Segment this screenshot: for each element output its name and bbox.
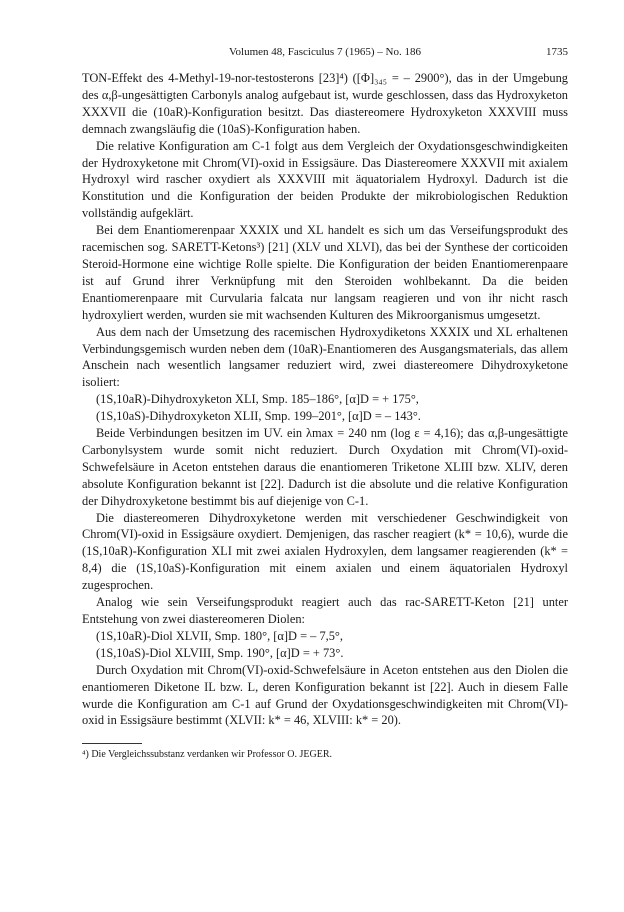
footnote-divider (82, 743, 142, 744)
compound-line: (1S,10aR)-Dihydroxyketon XLI, Smp. 185–186°, [α]D = + 175°, (96, 392, 419, 407)
paragraph: Die diastereomeren Dihydroxyketone werden mit verschiedener Geschwindigkeit von Chrom(VI)-oxid in Essigsäure oxydiert. Demjenigen, das rascher reagiert (k* = 10,6), wurde die (1S,10aR)-Konfiguration XLI mit zwei axialen Hydroxylen, dem langsamer reagierenden (k* = 8,4) die (1S,10aS)-Konfiguration mit einem axialen und einem äquatorialen Hydroxyl zugesprochen. (82, 510, 568, 593)
running-header (82, 46, 568, 64)
paragraph: Die relative Konfiguration am C-1 folgt aus dem Vergleich der Oxydationsgeschwindigkeiten der Hydroxyketone mit Chrom(VI)-oxid in Essigsäure. Das Diastereomere XXXVII mit axialem Hydroxyl wird rascher oxydiert als XXXVIII mit äquatorialem Hydroxyl. Dadurch ist die Konstitution und die Konfiguration der beiden Produkte der mikrobiologischen Reduktion vollständig aufgeklärt. (82, 138, 568, 221)
footnote: ⁴) Die Vergleichssubstanz verdanken wir Professor O. JEGER. (82, 749, 333, 761)
compound-line: (1S,10aS)-Dihydroxyketon XLII, Smp. 199–201°, [α]D = – 143°. (96, 409, 421, 424)
paragraph: TON-Effekt des 4-Methyl-19-nor-testosterons [23]⁴) ([Φ]₃₄₅ = – 2900°), das in der Umgebung des α,β-ungesättigten Carbonyls analog aufgebaut ist, wurde geschlossen, dass das Hydroxyketon XXXVII die (10aR)-Konfiguration besitzt. Das diastereomere Hydroxyketon XXXVIII muss demnach zwangsläufig die (10aS)-Konfiguration haben. (82, 71, 568, 136)
paragraph: Bei dem Enantiomerenpaar XXXIX und XL handelt es sich um das Verseifungsprodukt des racemischen sog. SARETT-Ketons³) [21] (XLV und XLVI), das bei der Synthese der corticoiden Steroid-Hormone eine wichtige Rolle spielte. Die Konfiguration der beiden Enantiomerenpaare ist auf Grund ihrer Verknüpfung mit den Steroiden wohlbekannt. Da die beiden Enantiomerenpaare mit Curvularia falcata nur langsam reagieren und von ihr nicht rasch hydroxyliert werden, wurden sie mit wachsenden Kulturen des Mikroorganismus umgesetzt. (82, 223, 568, 322)
paragraph: Durch Oxydation mit Chrom(VI)-oxid-Schwefelsäure in Aceton entstehen aus den Diolen die enantiomeren Diketone IL bzw. L, deren Konfiguration bekannt ist [22]. Auch in diesem Falle wurde die Konfiguration am C-1 auf Grund der Oxydationsgeschwindigkeiten mit Chrom(VI)-oxid in Essigsäure bestimmt (XLVII: k* = 46, XLVIII: k* = 20). (82, 662, 568, 728)
paragraph: Analog wie sein Verseifungsprodukt reagiert auch das rac-SARETT-Keton [21] unter Entstehung von zwei diastereomeren Diolen: (82, 595, 568, 626)
compound-line: (1S,10aS)-Diol XLVIII, Smp. 190°, [α]D = + 73°. (96, 645, 344, 660)
paragraph: Aus dem nach der Umsetzung des racemischen Hydroxydiketons XXXIX und XL erhaltenen Verbindungsgemisch wurden neben dem (10aR)-Enantiomeren des Ausgangsmaterials, das allem Anschein nach wesentlich langsamer reduziert wird, zwei diastereomere Dihydroxyketone isoliert: (82, 324, 568, 390)
article-body (82, 70, 568, 729)
journal-citation: Volumen 48, Fasciculus 7 (1965) – No. 186 (229, 46, 421, 58)
page-number: 1735 (546, 46, 568, 58)
compound-line: (1S,10aR)-Diol XLVII, Smp. 180°, [α]D = – 7,5°, (96, 628, 343, 643)
paragraph: Beide Verbindungen besitzen im UV. ein λmax = 240 nm (log ε = 4,16); das α,β-ungesättigte Carbonylsystem wurde somit nicht reduziert. Durch Oxydation mit Chrom(VI)-oxid-Schwefelsäure in Aceton entstehen daraus die enantiomeren Triketone XLIII bzw. XLIV, deren absolute Konfiguration bekannt ist [22]. Dadurch ist die absolute und die relative Konfiguration der Dihydroxyketone bestimmt bis auf diejenige von C-1. (82, 426, 568, 508)
